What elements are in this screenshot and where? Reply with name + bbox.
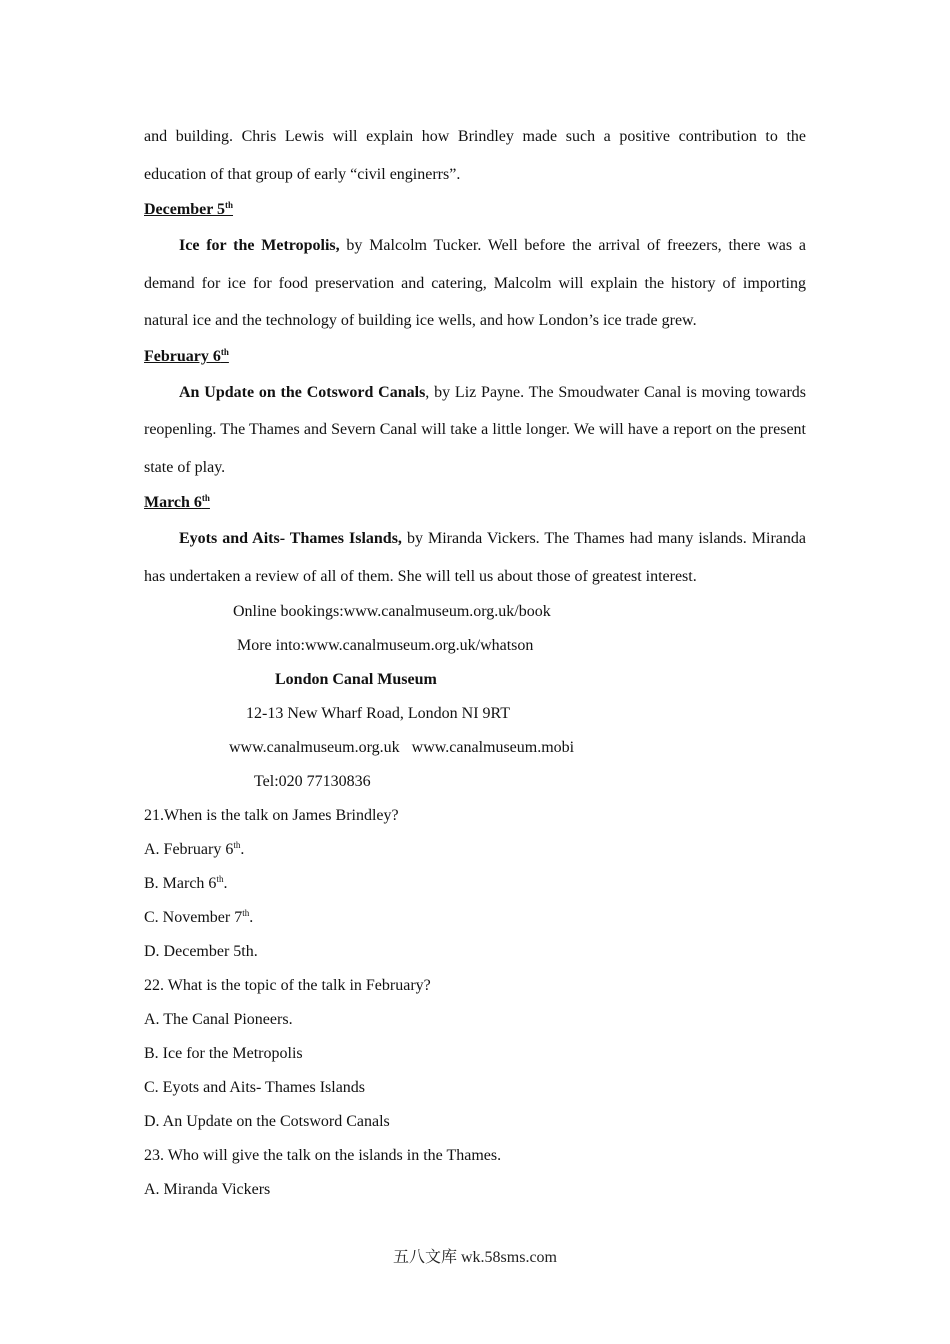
option-22-b: B. Ice for the Metropolis bbox=[144, 1045, 303, 1062]
option-dot: . bbox=[223, 875, 228, 892]
talk-date-february bbox=[144, 340, 806, 374]
option-22-d: D. An Update on the Cotsword Canals bbox=[144, 1113, 390, 1130]
option-22-a: A. The Canal Pioneers. bbox=[144, 1011, 293, 1028]
option-text: C. November 7 bbox=[144, 909, 243, 926]
talk-title: An Update on the Cotsword Canals bbox=[179, 383, 426, 401]
date-sup: th bbox=[225, 200, 234, 210]
option-sup: th bbox=[242, 908, 250, 918]
option-text: B. March 6 bbox=[144, 875, 217, 892]
question-23: 23. Who will give the talk on the islands in the Thames. bbox=[144, 1147, 502, 1164]
talk-paragraph-march bbox=[144, 520, 806, 595]
option-21-a bbox=[144, 833, 806, 867]
date-text: December 5 bbox=[144, 201, 225, 218]
more-info-line bbox=[144, 629, 806, 663]
museum-tel: Tel:020 77130836 bbox=[254, 773, 371, 790]
talk-body: , by Liz Payne. The Smoudwater Canal is moving towards reopenling. The Thames and Severn Canal will take a little longer. We will have a report on the present state of play. bbox=[144, 383, 807, 476]
museum-name-line bbox=[144, 663, 806, 697]
more-info: More into:www.canalmuseum.org.uk/whatson bbox=[237, 637, 534, 654]
intro-line-2: education of that group of early “civil enginerrs”. bbox=[144, 165, 461, 183]
question-22: 22. What is the topic of the talk in February? bbox=[144, 977, 431, 994]
museum-address: 12-13 New Wharf Road, London NI 9RT bbox=[246, 705, 511, 722]
option-dot: . bbox=[249, 909, 254, 926]
talk-body: by Malcolm Tucker. Well before the arrival of freezers, there was a demand for ice for food preservation and catering, Malcolm will explain the history of importing natural ice and the technology of building ice wells, and how London’s ice trade grew. bbox=[144, 237, 806, 329]
option-sup: th bbox=[216, 874, 224, 884]
option-text: A. February 6 bbox=[144, 841, 234, 858]
option-22-c: C. Eyots and Aits- Thames Islands bbox=[144, 1079, 366, 1096]
option-23-a: A. Miranda Vickers bbox=[144, 1181, 271, 1198]
date-text: February 6 bbox=[144, 347, 221, 365]
talk-title: Ice for the Metropolis, bbox=[179, 237, 340, 254]
talk-body: by Miranda Vickers. The Thames had many islands. Miranda has undertaken a review of all of them. She will tell us about those of greatest interest. bbox=[144, 530, 806, 585]
talk-date-december bbox=[144, 193, 806, 227]
address-line bbox=[144, 697, 806, 731]
date-sup: th bbox=[201, 493, 210, 503]
talk-paragraph-february bbox=[144, 374, 806, 487]
option-21-c bbox=[144, 901, 806, 935]
option-21-b bbox=[144, 867, 806, 901]
online-bookings-line bbox=[144, 595, 806, 629]
intro-line-1: and building. Chris Lewis will explain how Brindley made such a positive contribution to the bbox=[144, 128, 806, 145]
option-21-d: D. December 5th. bbox=[144, 943, 258, 960]
page-footer bbox=[0, 1244, 950, 1267]
question-21: 21.When is the talk on James Brindley? bbox=[144, 807, 399, 824]
online-bookings: Online bookings:www.canalmuseum.org.uk/book bbox=[233, 603, 551, 620]
date-text: March 6 bbox=[144, 494, 202, 511]
document-page bbox=[144, 118, 806, 1207]
footer-site: wk.58sms.com bbox=[457, 1249, 557, 1266]
tel-line bbox=[144, 765, 806, 799]
footer-chinese: 五八文库 bbox=[392, 1247, 457, 1266]
option-sup: th bbox=[233, 840, 241, 850]
museum-name: London Canal Museum bbox=[275, 671, 437, 688]
date-sup: th bbox=[220, 346, 229, 357]
talk-title: Eyots and Aits- Thames Islands, bbox=[179, 530, 402, 547]
talk-paragraph-december bbox=[144, 227, 806, 340]
websites-line bbox=[144, 731, 806, 765]
talk-date-march bbox=[144, 486, 806, 520]
museum-websites: www.canalmuseum.org.uk www.canalmuseum.mobi bbox=[229, 739, 575, 756]
option-dot: . bbox=[240, 841, 245, 858]
